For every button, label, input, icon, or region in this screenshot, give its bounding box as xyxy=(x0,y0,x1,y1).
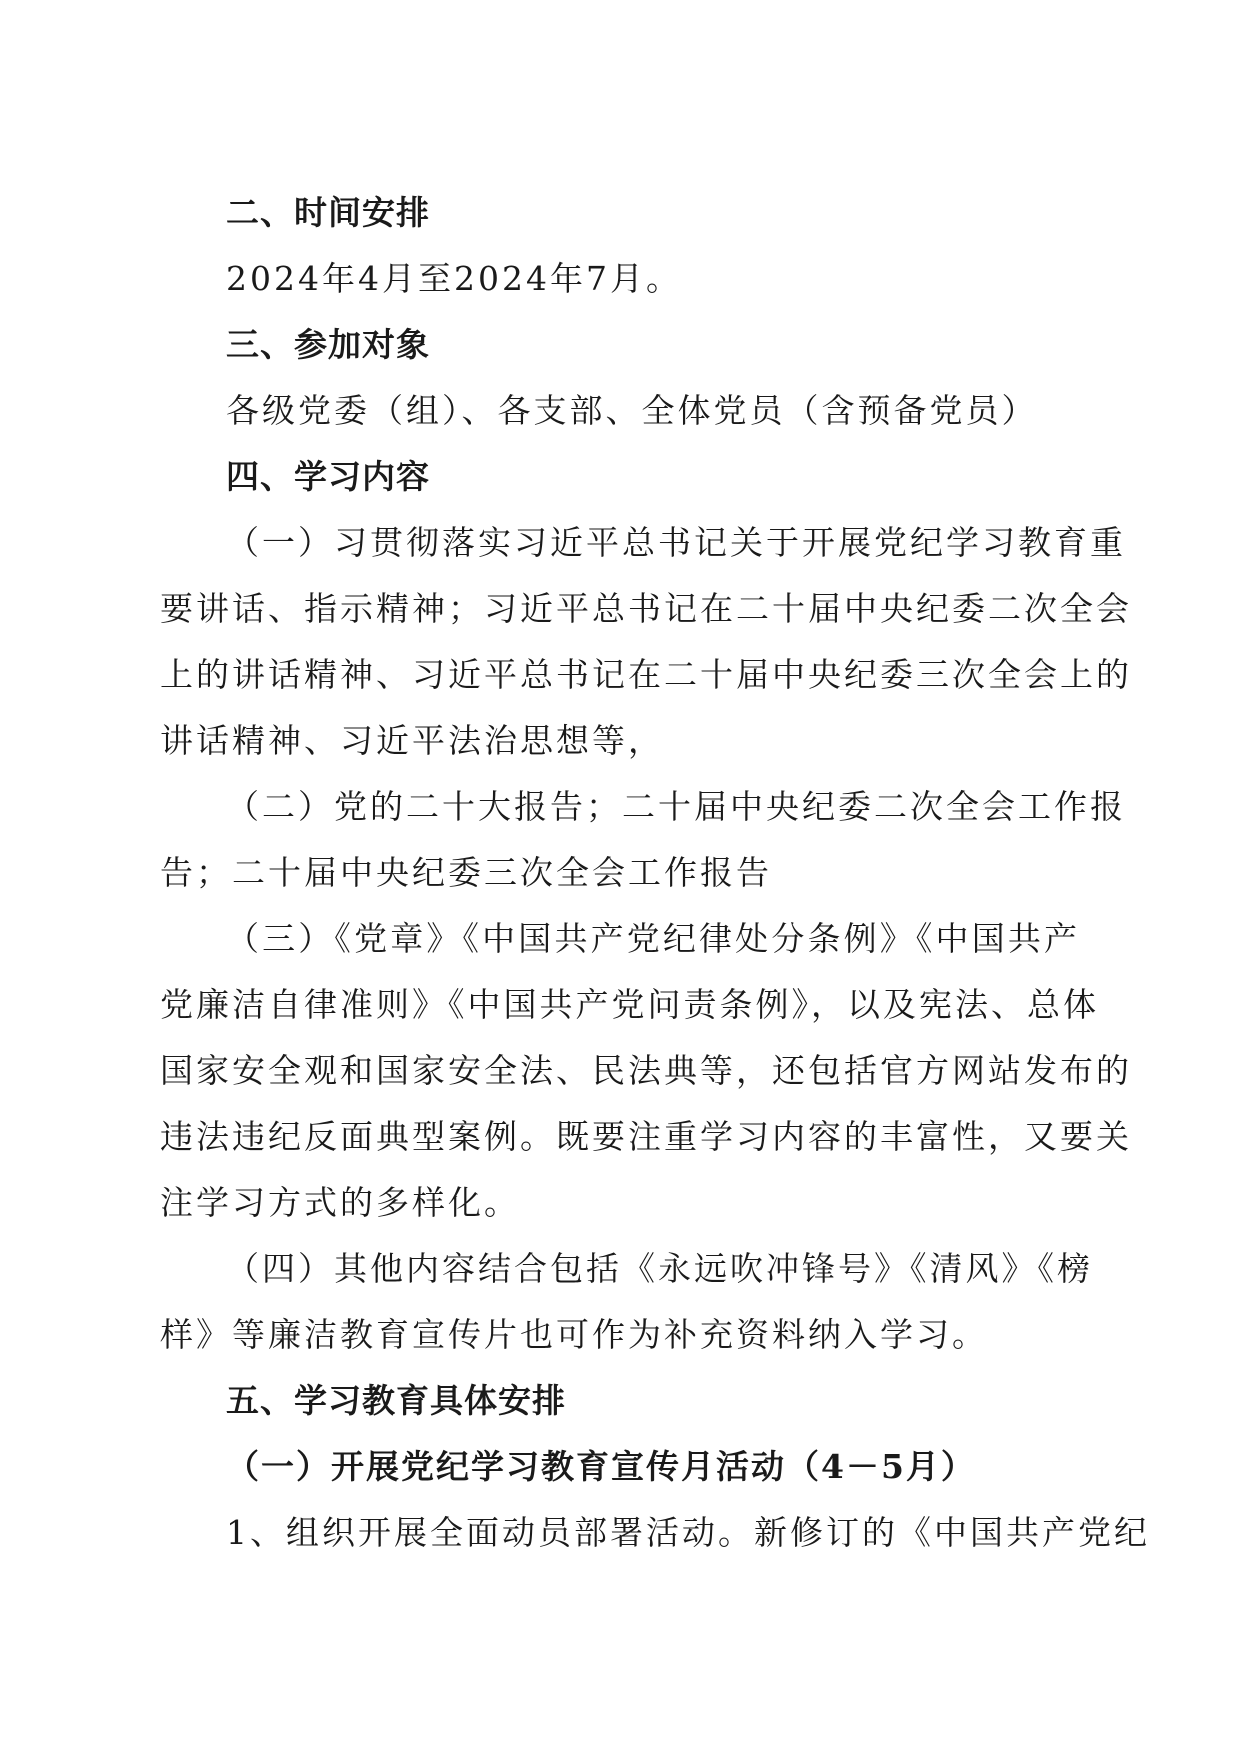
content-item-3-line-2: 党廉洁自律准则》《中国共产党问责条例》，以及宪法、总体 xyxy=(160,985,1099,1024)
section-heading-participants: 三、参加对象 xyxy=(226,325,430,364)
subsection-heading-publicity-month: （一）开展党纪学习教育宣传月活动（4－5月） xyxy=(226,1447,976,1486)
content-item-3-line-5: 注学习方式的多样化。 xyxy=(160,1183,520,1222)
content-item-3-line-3: 国家安全观和国家安全法、民法典等，还包括官方网站发布的 xyxy=(160,1051,1132,1090)
content-item-3-line-4: 违法违纪反面典型案例。既要注重学习内容的丰富性，又要关 xyxy=(160,1117,1132,1156)
content-item-2-line-2: 告；二十届中央纪委三次全会工作报告 xyxy=(160,853,772,892)
section-heading-content: 四、学习内容 xyxy=(226,457,430,496)
content-item-1-line-4: 讲话精神、习近平法治思想等， xyxy=(160,721,664,760)
content-item-1-line-1: （一）习贯彻落实习近平总书记关于开展党纪学习教育重 xyxy=(226,523,1126,562)
section-heading-schedule: 二、时间安排 xyxy=(226,193,430,232)
content-item-1-line-3: 上的讲话精神、习近平总书记在二十届中央纪委三次全会上的 xyxy=(160,655,1132,694)
schedule-text: 2024年4月至2024年7月。 xyxy=(226,259,682,298)
content-item-4-line-2: 样》等廉洁教育宣传片也可作为补充资料纳入学习。 xyxy=(160,1315,988,1354)
content-item-4-line-1: （四）其他内容结合包括《永远吹冲锋号》《清风》《榜 xyxy=(226,1249,1093,1288)
section-heading-arrangement: 五、学习教育具体安排 xyxy=(226,1381,566,1420)
arrangement-item-1-line-1: 1、组织开展全面动员部署活动。新修订的《中国共产党纪 xyxy=(226,1513,1150,1552)
content-item-3-line-1: （三）《党章》《中国共产党纪律处分条例》《中国共产 xyxy=(226,919,1080,958)
content-item-1-line-2: 要讲话、指示精神；习近平总书记在二十届中央纪委二次全会 xyxy=(160,589,1132,628)
content-item-2-line-1: （二）党的二十大报告；二十届中央纪委二次全会工作报 xyxy=(226,787,1126,826)
document-body xyxy=(160,180,1150,1566)
participants-text: 各级党委（组）、各支部、全体党员（含预备党员） xyxy=(226,391,1038,430)
